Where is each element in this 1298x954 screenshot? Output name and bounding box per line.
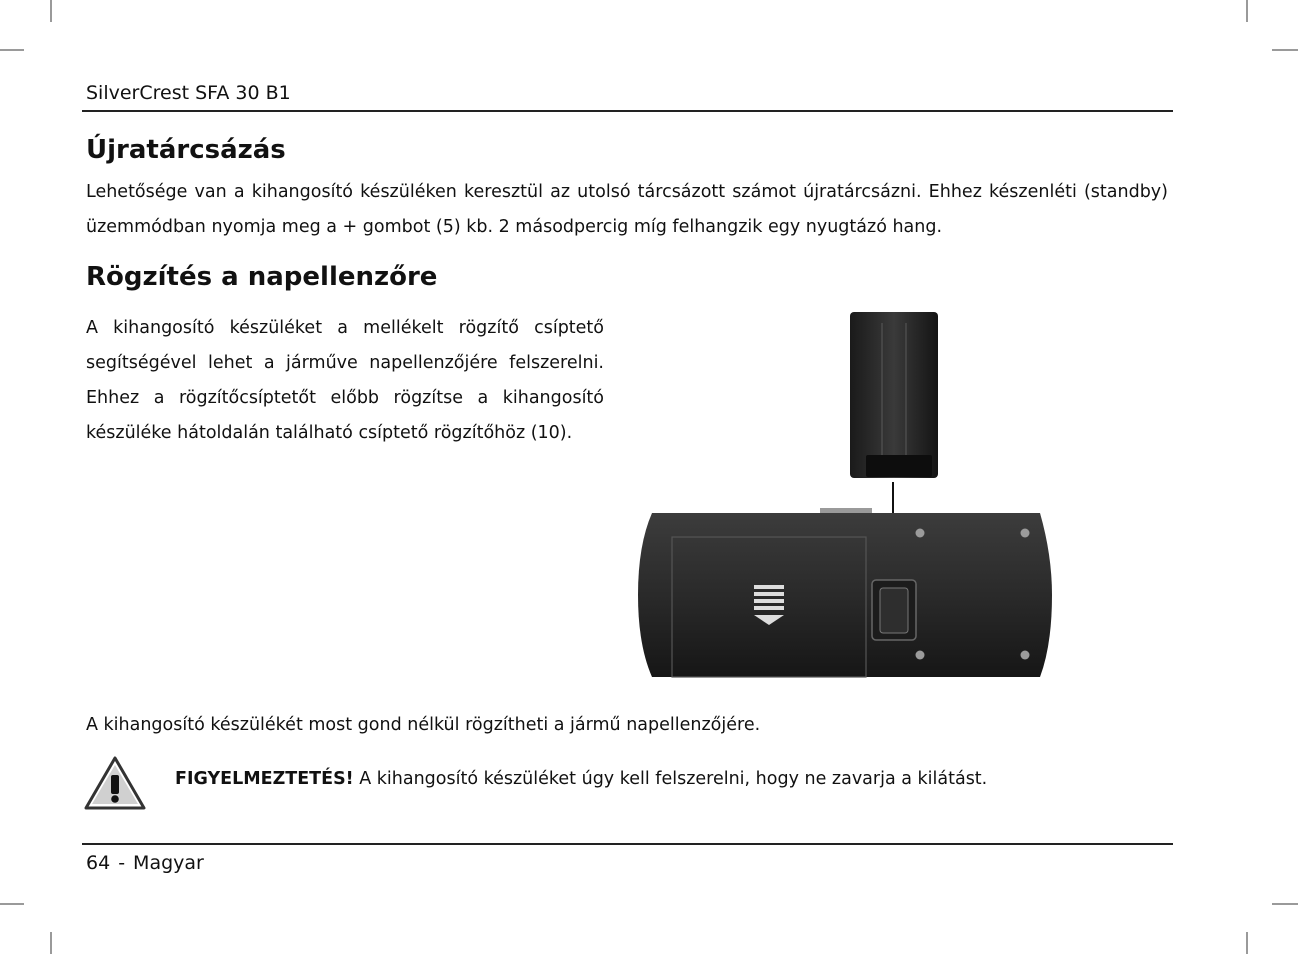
section-title-redial: Újratárcsázás	[86, 135, 286, 165]
crop-mark	[1272, 903, 1298, 905]
page-footer	[86, 852, 212, 874]
crop-mark	[50, 0, 52, 22]
warning-message	[175, 769, 987, 789]
handsfree-device	[638, 508, 1052, 677]
warning-text: A kihangosító készüléket úgy kell felszerelni, hogy ne zavarja a kilátást.	[359, 769, 988, 789]
section-text-visor: A kihangosító készüléket a mellékelt rögzítő csíptető segítségével lehet a járműve napellenzőjére felszerelni. Ehhez a rögzítőcsíptetőt előbb rögzítse a kihangosító készüléke hátoldalán található csíptető rögzítőhöz (10).	[86, 318, 604, 443]
warning-label: FIGYELMEZTETÉS!	[175, 769, 354, 789]
crop-mark	[0, 903, 24, 905]
mounted-note: A kihangosító készülékét most gond nélkül rögzítheti a jármű napellenzőjére.	[86, 715, 761, 735]
section-title-visor: Rögzítés a napellenzőre	[86, 262, 438, 292]
footer-language: Magyar	[133, 852, 204, 874]
page-number: 64	[86, 852, 111, 874]
section-text-redial: Lehetősége van a kihangosító készüléken keresztül az utolsó tárcsázott számot újratárcsázni. Ehhez készenléti (standby) üzemmódban nyomja meg a + gombot (5) kb. 2 másodpercig míg felhangzik egy nyugtázó hang.	[86, 182, 1168, 237]
crop-mark	[1246, 932, 1248, 954]
crop-mark	[1246, 0, 1248, 22]
warning-triangle-icon	[84, 756, 146, 810]
running-header: SilverCrest SFA 30 B1	[86, 82, 291, 104]
visor-clip	[850, 312, 938, 478]
device-clip-illustration	[630, 305, 1060, 685]
footer-separator: -	[118, 852, 126, 874]
header-rule	[82, 110, 1173, 112]
crop-mark	[50, 932, 52, 954]
crop-mark	[1272, 49, 1298, 51]
crop-mark	[0, 49, 24, 51]
footer-rule	[82, 843, 1173, 845]
